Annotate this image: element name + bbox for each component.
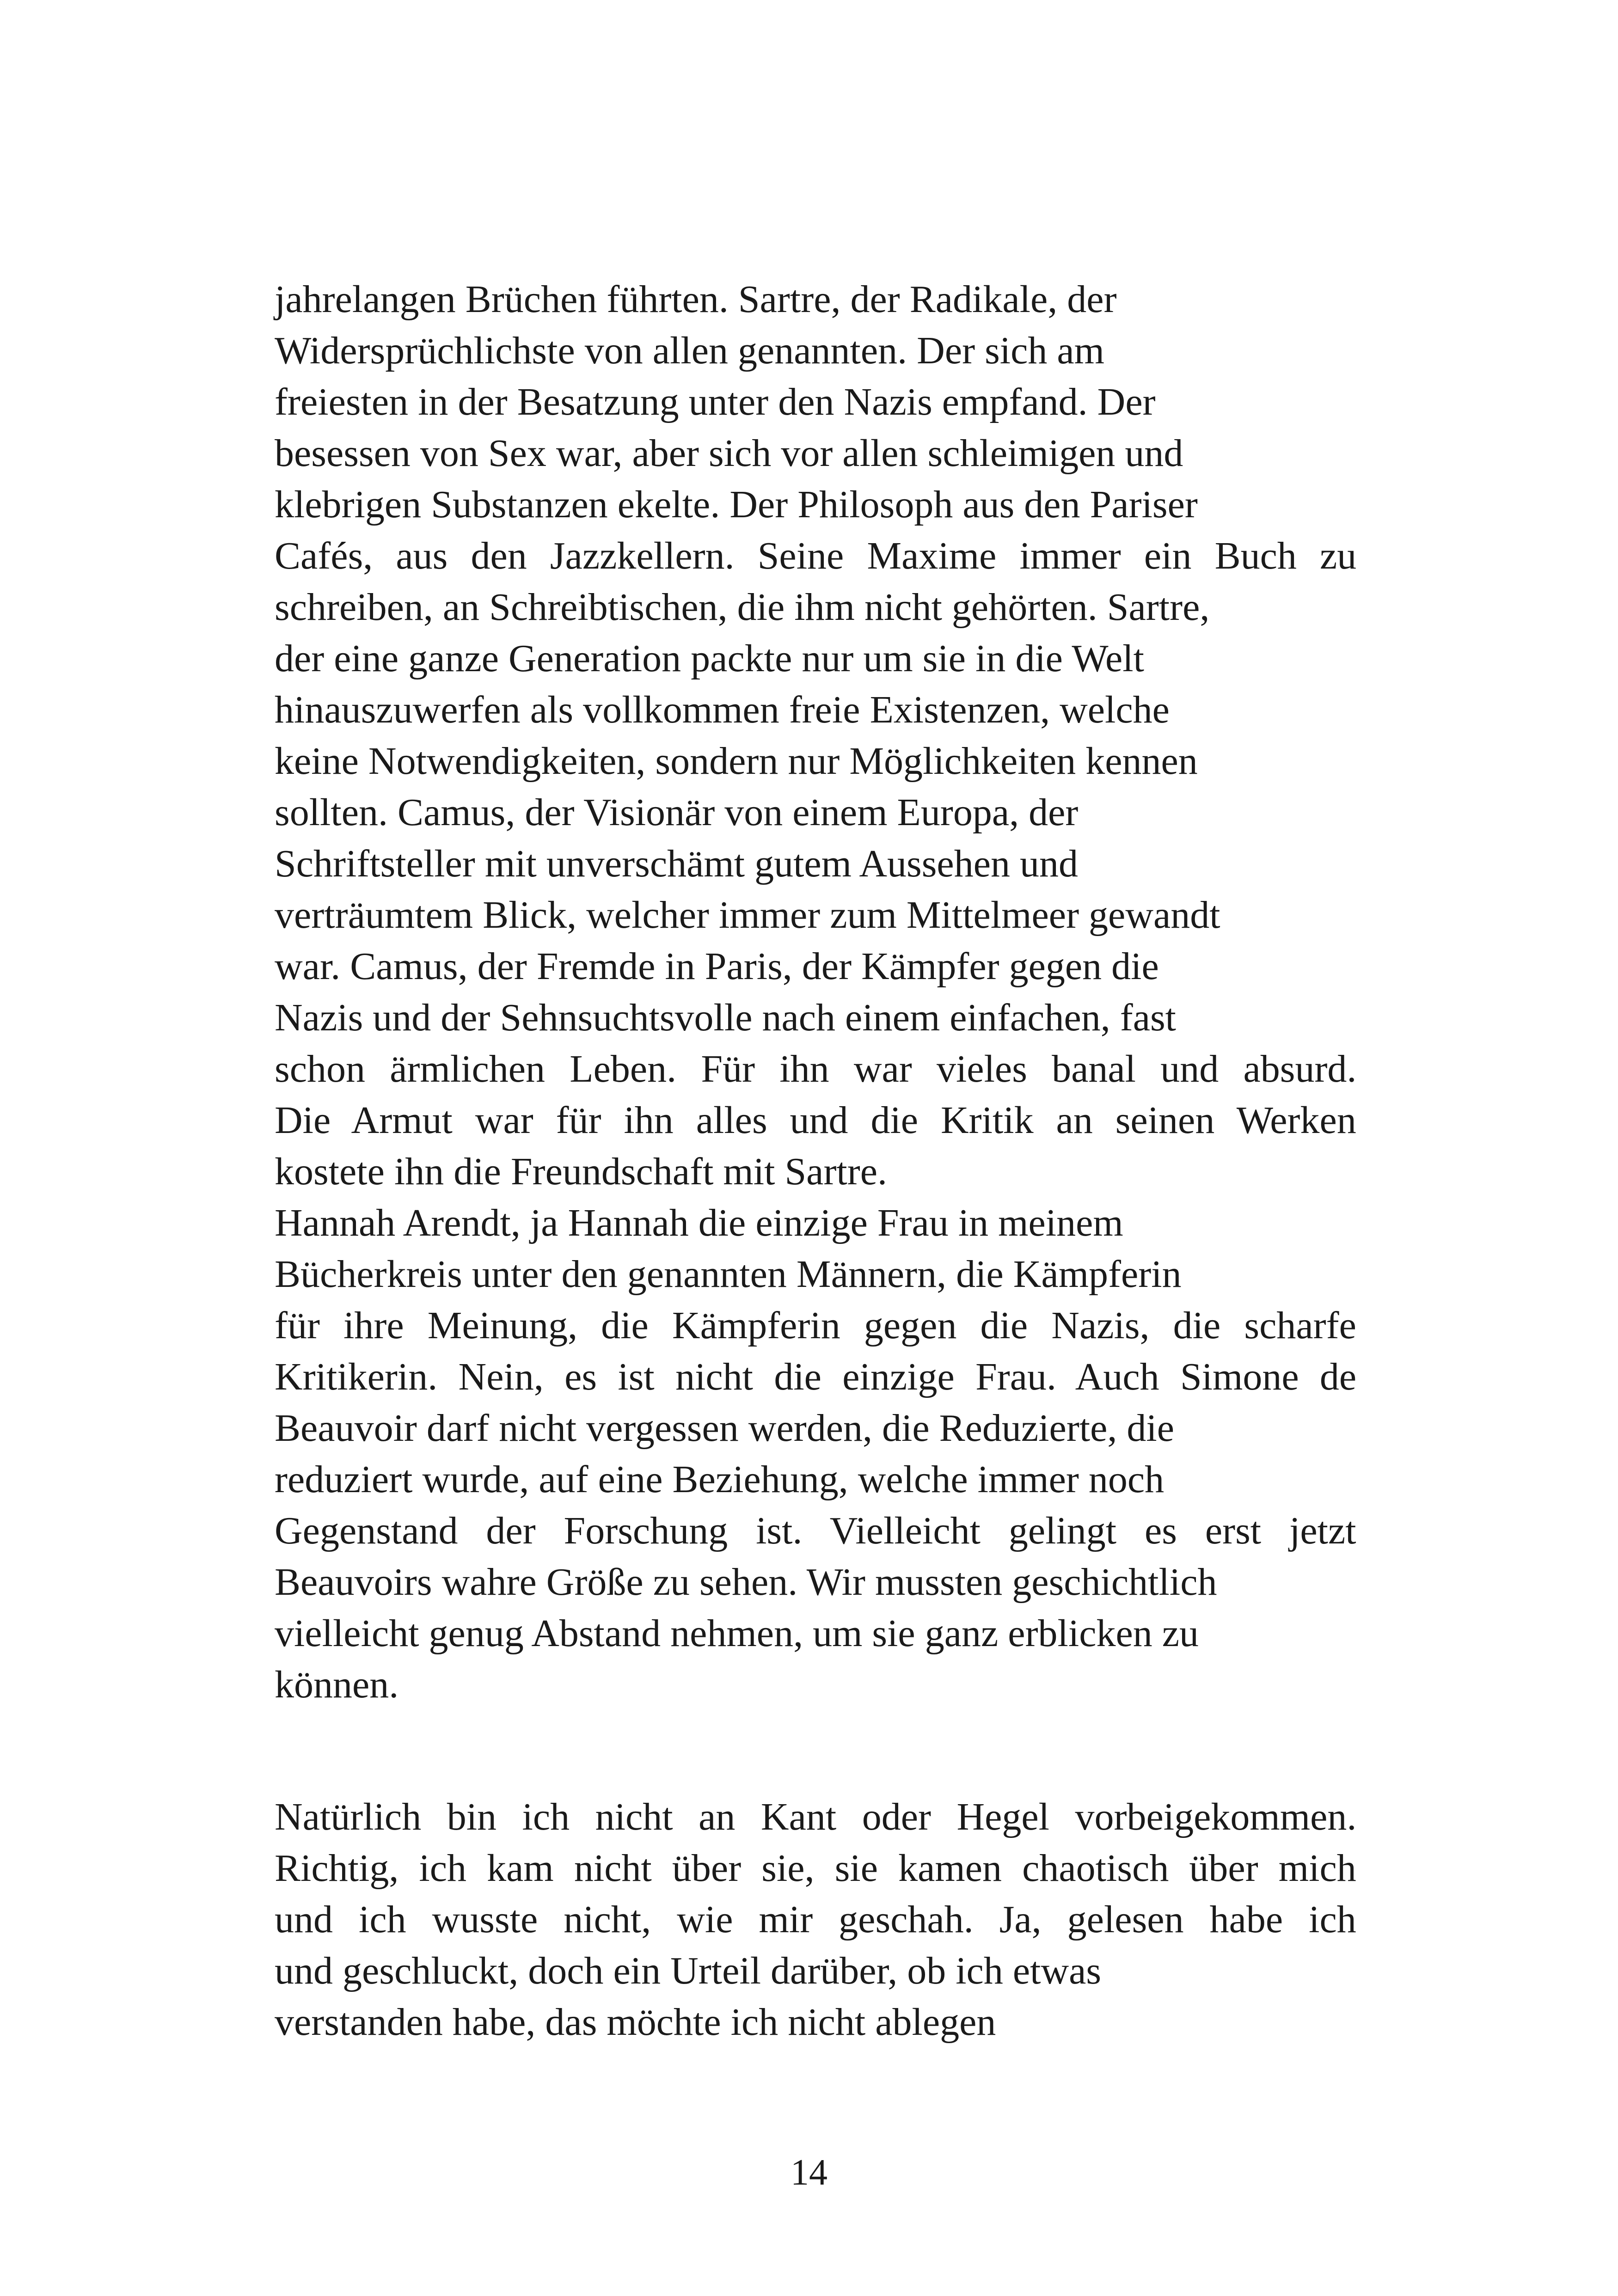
text-line: Die Armut war für ihn alles und die Kritik an seinen Werken bbox=[275, 1099, 1356, 1142]
text-line: Nazis und der Sehnsuchtsvolle nach einem einfachen, fast bbox=[275, 996, 1177, 1039]
text-line: hinauszuwerfen als vollkommen freie Existenzen, welche bbox=[275, 688, 1170, 731]
text-line: Bücherkreis unter den genannten Männern, die Kämpferin bbox=[275, 1253, 1182, 1296]
text-line: Beauvoir darf nicht vergessen werden, die Reduzierte, die bbox=[275, 1407, 1175, 1450]
text-line: war. Camus, der Fremde in Paris, der Kämpfer gegen die bbox=[275, 945, 1159, 988]
text-line: Hannah Arendt, ja Hannah die einzige Frau in meinem bbox=[275, 1201, 1123, 1244]
text-line: freiesten in der Besatzung unter den Nazis empfand. Der bbox=[275, 380, 1156, 423]
paragraph-2 bbox=[275, 1197, 1356, 1710]
page-number: 14 bbox=[791, 2152, 827, 2193]
text-line: klebrigen Substanzen ekelte. Der Philosoph aus den Pariser bbox=[275, 483, 1198, 526]
text-line: Beauvoirs wahre Größe zu sehen. Wir mussten geschichtlich bbox=[275, 1561, 1217, 1604]
text-line: verstanden habe, das möchte ich nicht ablegen bbox=[275, 2001, 996, 2044]
text-line: Kritikerin. Nein, es ist nicht die einzige Frau. Auch Simone de bbox=[275, 1355, 1357, 1398]
paragraph-3 bbox=[275, 1791, 1356, 2048]
text-line: Gegenstand der Forschung ist. Vielleicht gelingt es erst jetzt bbox=[275, 1509, 1356, 1552]
text-line: für ihre Meinung, die Kämpferin gegen die Nazis, die scharfe bbox=[275, 1304, 1356, 1347]
text-line: sollten. Camus, der Visionär von einem Europa, der bbox=[275, 791, 1079, 834]
text-line: Schriftsteller mit unverschämt gutem Aussehen und bbox=[275, 842, 1078, 885]
text-line: kostete ihn die Freundschaft mit Sartre. bbox=[275, 1150, 888, 1193]
paragraph-1 bbox=[275, 274, 1356, 1197]
text-line: schon ärmlichen Leben. Für ihn war vieles banal und absurd. bbox=[275, 1047, 1357, 1090]
text-line: Cafés, aus den Jazzkellern. Seine Maxime immer ein Buch zu bbox=[275, 534, 1357, 577]
text-line: können. bbox=[275, 1663, 399, 1706]
text-line: jahrelangen Brüchen führten. Sartre, der Radikale, der bbox=[275, 278, 1117, 321]
text-line: und ich wusste nicht, wie mir geschah. Ja, gelesen habe ich bbox=[275, 1898, 1356, 1941]
text-line: besessen von Sex war, aber sich vor allen schleimigen und bbox=[275, 432, 1183, 475]
text-line: und geschluckt, doch ein Urteil darüber, ob ich etwas bbox=[275, 1949, 1102, 1992]
text-line: Widersprüchlichste von allen genannten. Der sich am bbox=[275, 329, 1105, 372]
text-line: schreiben, an Schreibtischen, die ihm nicht gehörten. Sartre, bbox=[275, 586, 1210, 629]
text-line: keine Notwendigkeiten, sondern nur Möglichkeiten kennen bbox=[275, 740, 1198, 783]
text-line: verträumtem Blick, welcher immer zum Mittelmeer gewandt bbox=[275, 894, 1220, 937]
text-line: Richtig, ich kam nicht über sie, sie kamen chaotisch über mich bbox=[275, 1847, 1356, 1890]
text-line: Natürlich bin ich nicht an Kant oder Hegel vorbeigekommen. bbox=[275, 1795, 1357, 1838]
text-line: reduziert wurde, auf eine Beziehung, welche immer noch bbox=[275, 1458, 1164, 1501]
text-line: vielleicht genug Abstand nehmen, um sie ganz erblicken zu bbox=[275, 1612, 1199, 1655]
text-line: der eine ganze Generation packte nur um sie in die Welt bbox=[275, 637, 1144, 680]
